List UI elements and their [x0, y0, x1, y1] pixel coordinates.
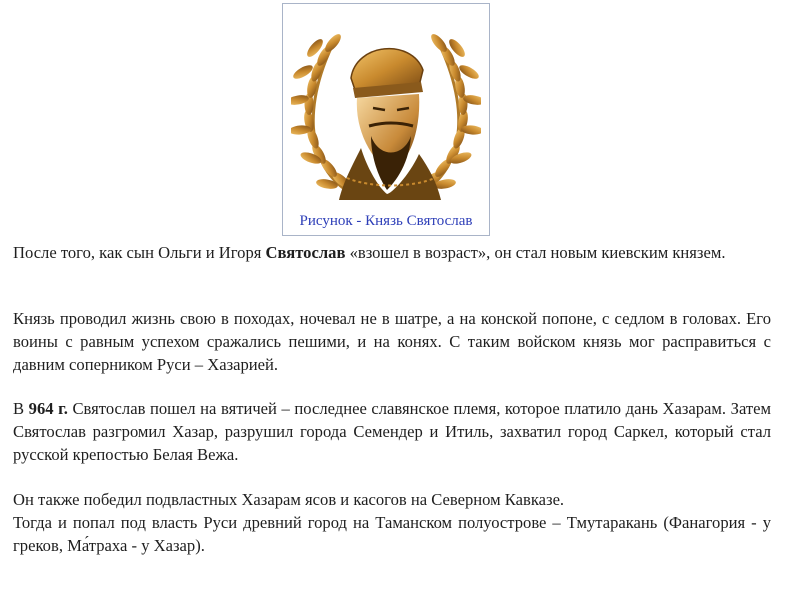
name-highlight: Святослав: [265, 243, 346, 262]
svyatoslav-portrait-image: [291, 8, 481, 208]
paragraph-text: Он также победил подвластных Хазарам ясов и касогов на Северном Кавказе.: [13, 490, 565, 509]
figure-caption: Рисунок - Князь Святослав: [299, 213, 473, 229]
paragraph-964: [13, 397, 771, 466]
paragraph-text: В: [13, 399, 29, 418]
paragraph-text: Тогда и попал под власть Руси древний город на Таманском полуострове – Тмутаракань (Фанагория - у греков, Ма́траха - у Хазар).: [13, 513, 771, 555]
paragraph-caucasus: [13, 488, 771, 557]
warrior-head: [339, 49, 441, 200]
paragraph-text: После того, как сын Ольги и Игоря: [13, 243, 266, 262]
paragraph-text: «взошел в возраст», он стал новым киевским князем.: [345, 243, 726, 262]
paragraph-campaigns: [13, 307, 771, 376]
paragraph-text: Князь проводил жизнь свою в походах, ночевал не в шатре, а на конской попоне, с седлом в головах. Его воины с равным успехом сражались пешими, и на конях. С таким войском князь мог расправиться с давним соперником Руси – Хазарией.: [13, 309, 771, 374]
year-highlight: 964 г.: [28, 399, 68, 418]
portrait-figure: [282, 3, 490, 236]
paragraph-accession: [13, 241, 771, 264]
paragraph-text: Святослав пошел на вятичей – последнее славянское племя, которое платило дань Хазарам. Затем Святослав разгромил Хазар, разрушил города Семендер и Итиль, захватил город Саркел, который стал русской крепостью Белая Вежа.: [13, 399, 771, 464]
